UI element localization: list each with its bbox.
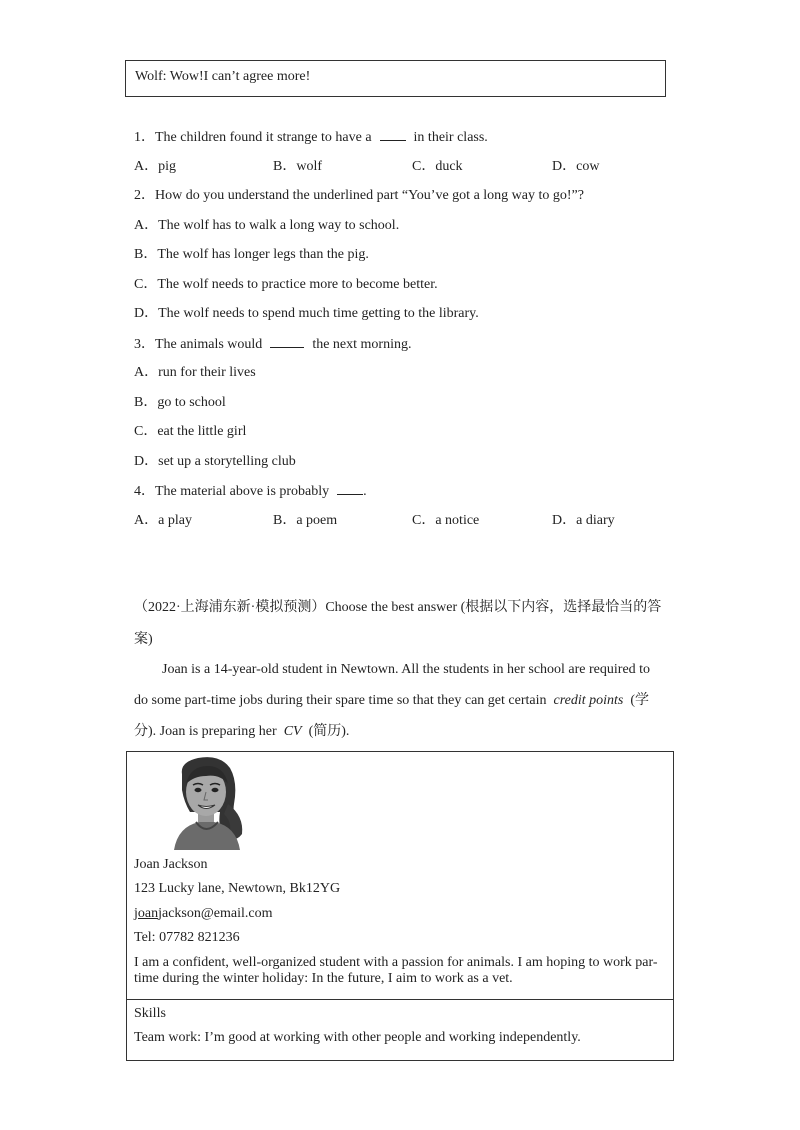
q1-option-b[interactable]: B．wolf: [273, 159, 323, 174]
question-stem: How do you understand the underlined part “You’ve got a long way to go!”?: [155, 188, 584, 203]
question-stem-after: in their class.: [413, 130, 488, 145]
question-number: 2．: [134, 188, 155, 203]
question-stem-before: The animals would: [155, 337, 263, 352]
q3-option-d[interactable]: D．set up a storytelling club: [134, 454, 296, 469]
section-header-line2: 案): [134, 632, 153, 647]
cv-email[interactable]: joanjackson@email.com: [134, 906, 273, 921]
question-3: [134, 335, 411, 354]
intro-line3: 分). Joan is preparing her CV (简历).: [134, 724, 350, 739]
q2-option-b[interactable]: B．The wolf has longer legs than the pig.: [134, 247, 369, 262]
cv-summary-line2: time during the winter holiday: In the future, I aim to work as a vet.: [134, 971, 513, 986]
q2-option-c[interactable]: C．The wolf needs to practice more to become better.: [134, 277, 438, 292]
cv-skills-title: Skills: [134, 1006, 166, 1021]
answer-blank: [380, 128, 406, 141]
question-2: [134, 187, 584, 205]
question-number: 1．: [134, 130, 155, 145]
question-stem-after: .: [363, 484, 367, 499]
cv-skills-teamwork: Team work: I’m good at working with other people and working independently.: [134, 1030, 581, 1045]
q3-option-a[interactable]: A．run for their lives: [134, 365, 256, 380]
question-stem-before: The children found it strange to have a: [155, 130, 372, 145]
question-stem-after: the next morning.: [312, 337, 412, 352]
q3-option-c[interactable]: C．eat the little girl: [134, 424, 247, 439]
q4-option-d[interactable]: D．a diary: [552, 513, 615, 528]
intro-line2: do some part-time jobs during their spare time so that they can get certain credit points (学: [134, 693, 650, 708]
top-dialogue-text: Wolf: Wow!I can’t agree more!: [135, 69, 311, 84]
question-number: 4．: [134, 484, 155, 499]
cv-tel: Tel: 07782 821236: [134, 930, 240, 945]
cv-term: CV: [283, 724, 302, 739]
question-stem-before: The material above is probably: [155, 484, 330, 499]
q2-option-d[interactable]: D．The wolf needs to spend much time getting to the library.: [134, 306, 479, 321]
question-4: [134, 482, 367, 501]
section-header-line1: （2022·上海浦东新·模拟预测）Choose the best answer (根据以下内容，选择最恰当的答: [134, 600, 662, 615]
intro-line1: Joan is a 14-year-old student in Newtown. All the students in her school are required to: [162, 662, 651, 677]
q2-option-a[interactable]: A．The wolf has to walk a long way to school.: [134, 218, 400, 233]
q4-option-b[interactable]: B．a poem: [273, 513, 338, 528]
top-dialogue-box: [125, 60, 666, 97]
cv-address: 123 Lucky lane, Newtown, Bk12YG: [134, 881, 341, 896]
q1-option-a[interactable]: A．pig: [134, 159, 177, 174]
q4-option-c[interactable]: C．a notice: [412, 513, 480, 528]
q1-option-c[interactable]: C．duck: [412, 159, 463, 174]
answer-blank: [337, 482, 363, 495]
q3-option-b[interactable]: B．go to school: [134, 395, 226, 410]
q1-option-d[interactable]: D．cow: [552, 159, 600, 174]
question-number: 3．: [134, 337, 155, 352]
credit-points-term: credit points: [553, 693, 624, 708]
portrait-illustration: [160, 754, 252, 850]
cv-name: Joan Jackson: [134, 857, 208, 872]
cv-divider: [127, 999, 673, 1000]
answer-blank: [270, 335, 304, 348]
question-1: [134, 128, 488, 147]
q4-option-a[interactable]: A．a play: [134, 513, 192, 528]
cv-summary-line1: I am a confident, well-organized student with a passion for animals. I am hoping to work par-: [134, 955, 658, 970]
